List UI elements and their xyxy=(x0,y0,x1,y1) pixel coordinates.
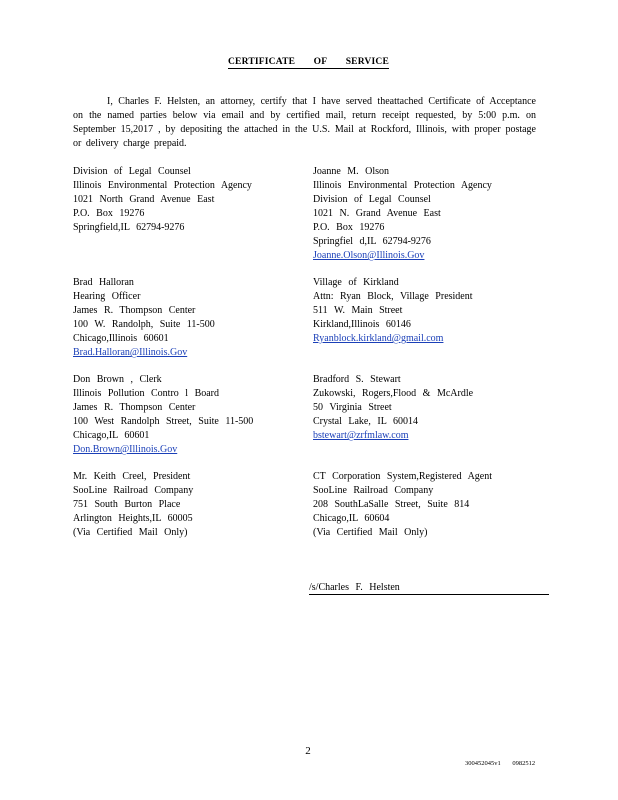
address-line: Village of Kirkland xyxy=(313,277,399,288)
recipient-village-of-kirkland xyxy=(313,276,553,346)
address-line: 1021 N. Grand Avenue East xyxy=(313,208,441,219)
address-line: Chicago,Illinois 60601 xyxy=(73,333,169,344)
email-link[interactable]: Ryanblock.kirkland@gmail.com xyxy=(313,333,444,344)
address-line: Chicago,IL 60601 xyxy=(73,430,150,441)
address-line: Chicago,IL 60604 xyxy=(313,513,390,524)
address-line: Arlington Heights,IL 60005 xyxy=(73,513,193,524)
address-line: Crystal Lake, IL 60014 xyxy=(313,416,418,427)
address-line: (Via Certified Mail Only) xyxy=(73,527,188,538)
email-link[interactable]: Don.Brown@Illinois.Gov xyxy=(73,444,178,455)
address-line: Division of Legal Counsel xyxy=(313,194,431,205)
recipient-division-legal-counsel xyxy=(73,165,313,235)
title-word-certificate: CERTIFICATE xyxy=(228,57,296,67)
address-line: Illinois Environmental Protection Agency xyxy=(313,180,492,191)
address-line: James R. Thompson Center xyxy=(73,402,196,413)
address-line: Bradford S. Stewart xyxy=(313,374,401,385)
address-line: Springfiel d,IL 62794-9276 xyxy=(313,236,431,247)
address-line: Don Brown , Clerk xyxy=(73,374,162,385)
doc-id-left: 30045204​5v1 xyxy=(465,760,501,767)
address-line: 511 W. Main Street xyxy=(313,305,403,316)
recipient-don-brown xyxy=(73,373,313,457)
recipient-keith-creel xyxy=(73,470,313,540)
address-line: P.O. Box 19276 xyxy=(73,208,145,219)
title-word-service: SERVICE xyxy=(345,57,389,67)
recipient-brad-halloran xyxy=(73,276,313,360)
address-line: SooLine Railroad Company xyxy=(73,485,194,496)
title-word-of: OF xyxy=(313,57,328,67)
document-title xyxy=(228,57,389,69)
email-link[interactable]: bstewart@zrfmlaw.com xyxy=(313,430,409,441)
address-line: Mr. Keith Creel, President xyxy=(73,471,191,482)
address-line: (Via Certified Mail Only) xyxy=(313,527,428,538)
address-line: SooLine Railroad Company xyxy=(313,485,434,496)
address-line: 208 SouthLaSalle Street, Suite 814 xyxy=(313,499,470,510)
address-line: Kirkland,Illinois 60146 xyxy=(313,319,411,330)
address-line: Illinois Pollution Contro l Board xyxy=(73,388,220,399)
address-line: Zukowski, Rogers,Flood & McArdle xyxy=(313,388,474,399)
address-line: Springfield,IL 62794-9276 xyxy=(73,222,185,233)
address-line: 1021 North Grand Avenue East xyxy=(73,194,215,205)
address-line: CT Corporation System,Registered Agent xyxy=(313,471,493,482)
certification-paragraph xyxy=(73,95,536,151)
address-line: 100 W. Randolph, Suite 11-500 xyxy=(73,319,215,330)
address-line: Division of Legal Counsel xyxy=(73,166,191,177)
document-id-footer xyxy=(465,760,535,767)
address-line: Hearing Officer xyxy=(73,291,141,302)
email-link[interactable]: Joanne.Olson@Illinois.Gov xyxy=(313,250,425,261)
doc-id-right: 0982512 xyxy=(512,760,536,767)
address-line: James R. Thompson Center xyxy=(73,305,196,316)
address-line: P.O. Box 19276 xyxy=(313,222,385,233)
signature-line: /s/Charles F. Helsten xyxy=(309,582,549,595)
recipient-bradford-stewart xyxy=(313,373,553,443)
recipient-ct-corporation xyxy=(313,470,553,540)
recipient-joanne-olson xyxy=(313,165,553,263)
address-line: 751 South Burton Place xyxy=(73,499,181,510)
address-line: Attn: Ryan Block, Village President xyxy=(313,291,473,302)
address-line: Brad Halloran xyxy=(73,277,134,288)
address-line: Joanne M. Olson xyxy=(313,166,390,177)
page-number: 2 xyxy=(305,745,311,757)
address-line: 100 West Randolph Street, Suite 11-500 xyxy=(73,416,254,427)
certification-text: I, Charles F. Helsten, an attorney, certify that I have served theattached Certificate of Acceptance on the named parties below via email and by certified mail, return receipt requested, by 5:00 p.m. on September 15,2017 , by depositing the attached in the U.S. Mail at Rockford, Illinois, with proper postage or delivery charge prepaid. xyxy=(73,96,536,149)
address-line: 50 Virginia Street xyxy=(313,402,392,413)
address-line: Illinois Environmental Protection Agency xyxy=(73,180,252,191)
email-link[interactable]: Brad.Halloran@Illinois.Gov xyxy=(73,347,188,358)
